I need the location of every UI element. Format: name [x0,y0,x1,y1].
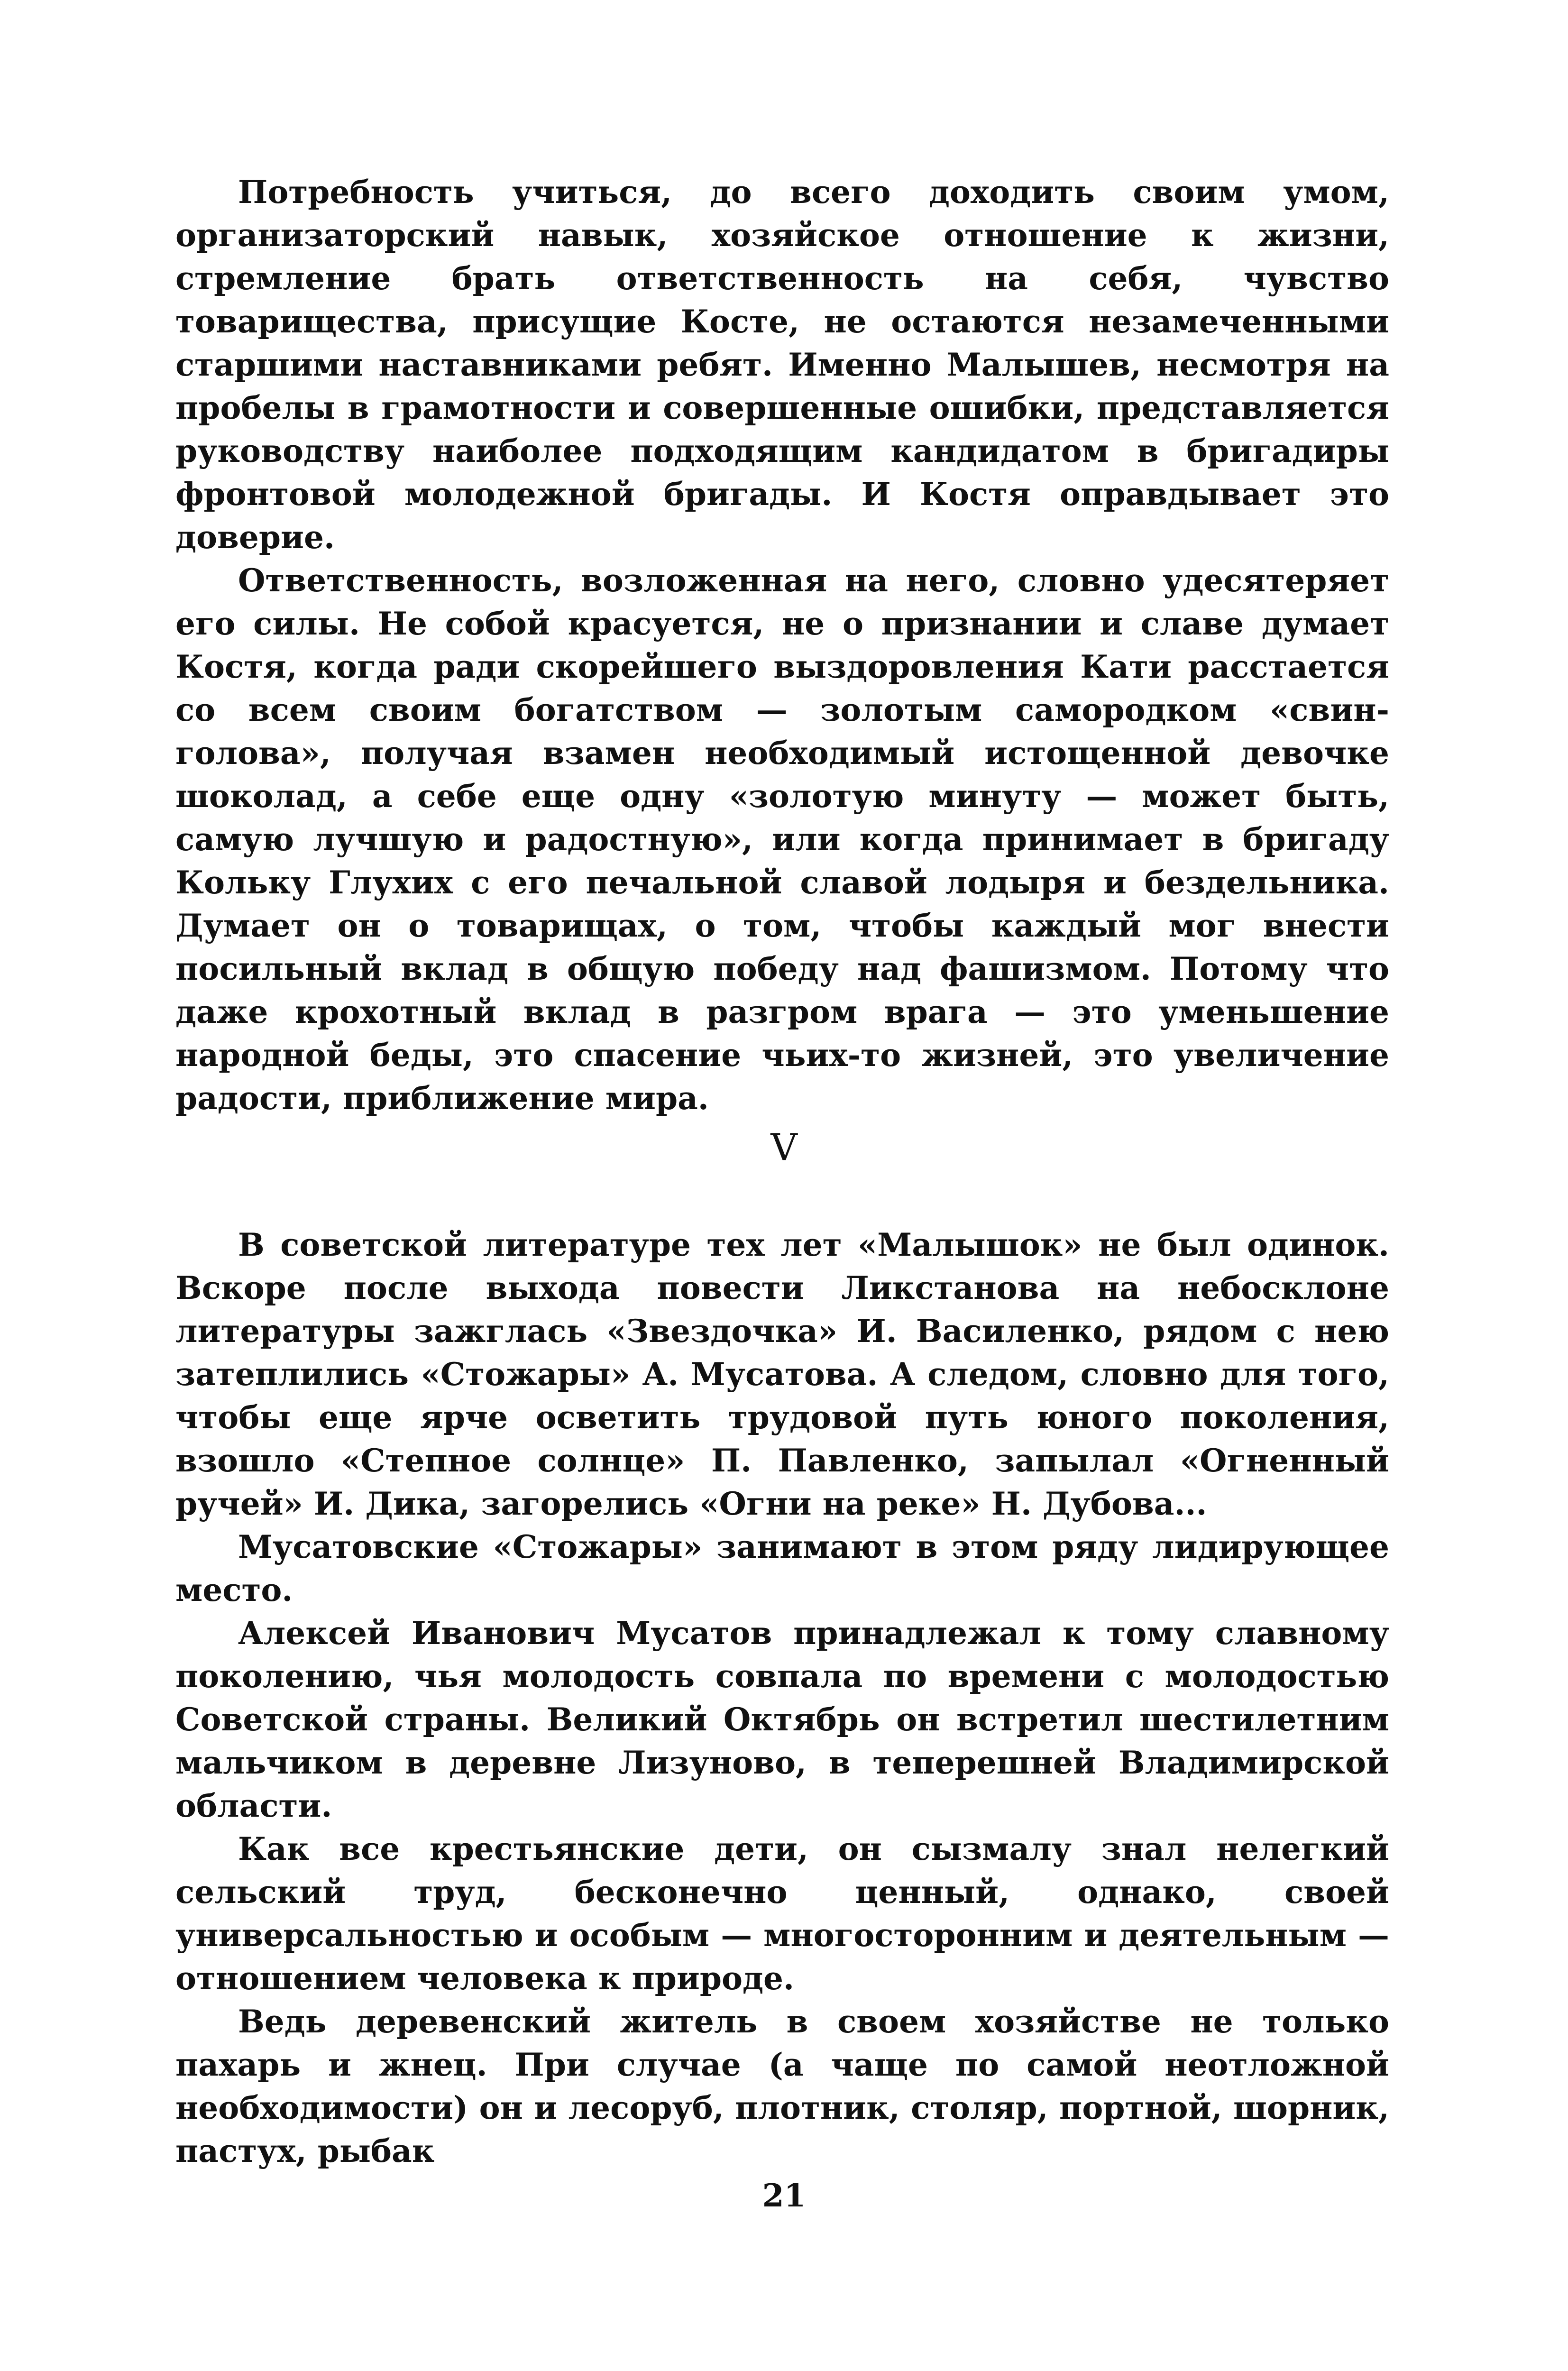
paragraph: Как все крестьянские дети, он сызмалу знал нелегкий сельский труд, бесконечно ценный, однако, своей универсальностью и особым — многосторонним и деятельным — отношением человека к природе. [175,1830,1389,1997]
paragraph: В советской литературе тех лет «Малышок» не был одинок. Вскоре после выхода повести Ликстанова на небосклоне литературы зажглась «Звездочка» И. Василенко, рядом с нею затеплились «Стожары» А. Мусатова. А следом, словно для того, чтобы еще ярче осветить трудовой путь юного поколения, взошло «Степное солнце» П. Павленко, запылал «Огненный ручей» И. Дика, загорелись «Огни на реке» Н. Дубова... [175,1226,1389,1522]
text-block-bottom [175,1223,1389,2173]
paragraph: Алексей Иванович Мусатов принадлежал к тому славному поколению, чья молодость совпала по времени с молодостью Советской страны. Великий Октябрь он встретил шестилетним мальчиком в деревне Лизуново, в теперешней Владимирской области. [175,1615,1389,1824]
paragraph: Ведь деревенский житель в своем хозяйстве не только пахарь и жнец. При случае (а чаще по самой неотложной необходимости) он и лесоруб, плотник, столяр, портной, шорник, пастух, рыбак [175,2003,1389,2169]
page-number: 21 [762,2177,806,2214]
paragraph: Мусатовские «Стожары» занимают в этом ряду лидирующее место. [175,1528,1389,1608]
text-block-top [175,171,1389,1120]
paragraph: Ответственность, возложенная на него, словно удесятеряет его силы. Не собой красуется, не о признании и славе думает Костя, когда ради скорейшего выздоровления Кати расстается со всем своим богатством — золотым самородком «свин-голова», получая взамен необходимый истощенной девочке шоколад, а себе еще одну «золотую минуту — может быть, самую лучшую и радостную», или когда принимает в бригаду Кольку Глухих с его печальной славой лодыря и бездельника. Думает он о товарищах, о том, чтобы каждый мог внести посильный вклад в общую победу над фашизмом. Потому что даже крохотный вклад в разгром врага — это уменьшение народной беды, это спасение чьих-то жизней, это увеличение радости, приближение мира. [175,562,1389,1117]
paragraph: Потребность учиться, до всего доходить своим умом, организаторский навык, хозяйское отношение к жизни, стремление брать ответственность на себя, чувство товарищества, присущие Косте, не остаются незамеченными старшими наставниками ребят. Именно Малышев, несмотря на пробелы в грамотности и совершенные ошибки, представляется руководству наиболее подходящим кандидатом в бригадиры фронтовой молодежной бригады. И Костя оправдывает это доверие. [175,174,1389,556]
section-heading: V [770,1126,798,1169]
